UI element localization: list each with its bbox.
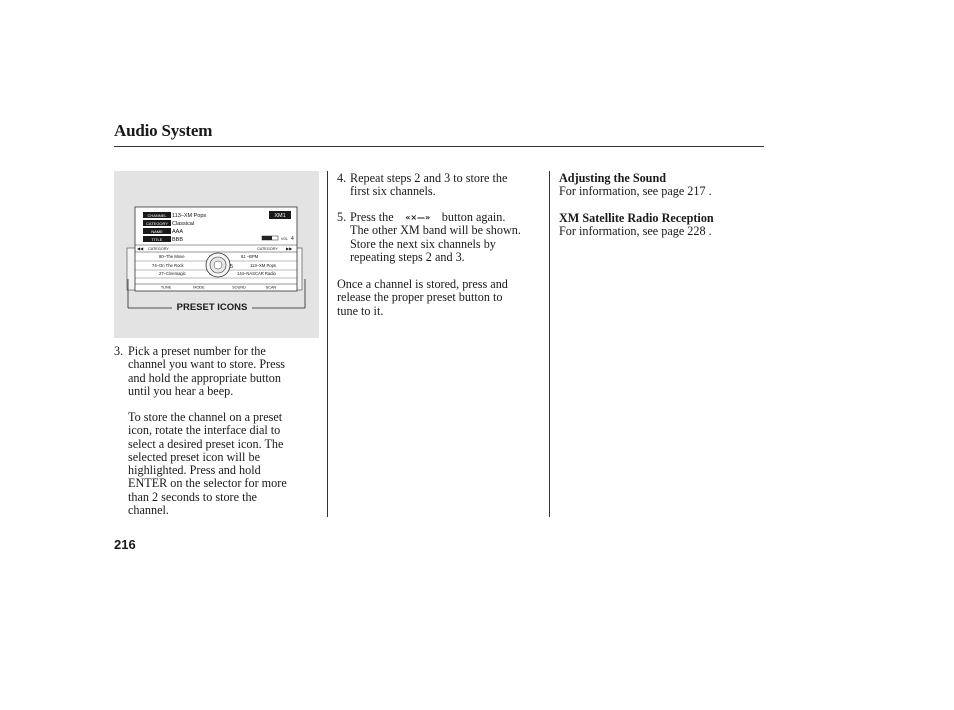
text-line: The other XM band will be shown.	[350, 223, 521, 238]
text-line: Store the next six channels by	[350, 236, 496, 251]
text-line: highlighted. Press and hold	[128, 463, 261, 478]
field-value-name: AAA	[172, 229, 184, 235]
step-number: 5.	[337, 210, 347, 224]
reference-section	[559, 172, 764, 238]
text-line: Once a channel is stored, press and	[337, 277, 508, 291]
stored-channel-note	[337, 278, 547, 318]
preset-instructions	[128, 411, 326, 517]
preset-number: 5	[230, 264, 234, 270]
text-line: first six channels.	[350, 184, 436, 199]
adjusting-sound-reference: For information, see page 217 .	[559, 184, 712, 199]
text-line: than 2 seconds to store the	[128, 489, 257, 504]
mode-button-label: MODE	[193, 285, 205, 290]
field-label: CHANNEL	[147, 213, 167, 218]
category-left-label: CATEGORY	[148, 247, 169, 251]
figure-caption: PRESET ICONS	[176, 302, 248, 313]
step-number: 4.	[337, 171, 347, 185]
field-label: NAME	[151, 229, 163, 234]
text-fragment: button again.	[441, 210, 506, 224]
volume-label: VOL	[281, 237, 289, 241]
text-line: repeating steps 2 and 3.	[350, 249, 465, 264]
text-line: Repeat steps 2 and 3 to store the	[350, 171, 508, 185]
category-right-label: CATEGORY	[257, 247, 278, 251]
preset-label: 113–XM Pops	[250, 263, 276, 268]
xm-band-button-icon: «×—»	[405, 213, 431, 222]
xm-reception-heading: XM Satellite Radio Reception	[559, 210, 714, 225]
field-label: CATEGORY	[145, 221, 169, 226]
enter-button-icon	[214, 261, 222, 269]
text-line: channel you want to store. Press	[128, 357, 286, 372]
step-5-text	[350, 211, 550, 264]
step-3-text	[128, 345, 285, 398]
preset-label: 27–Cinemagic	[159, 271, 186, 276]
category-left-icon: ◀◀	[137, 246, 144, 251]
scan-button-label: SCAN	[265, 285, 277, 290]
column-divider-1	[327, 171, 328, 517]
text-line: channel.	[128, 503, 169, 518]
preset-label: 144–NASCAR Radio	[237, 271, 276, 276]
section-title: Audio System	[114, 121, 213, 140]
text-line: icon, rotate the interface dial to	[128, 423, 281, 438]
adjusting-sound-heading: Adjusting the Sound	[559, 171, 667, 185]
field-label: TITLE	[151, 237, 163, 242]
page-number: 216	[114, 537, 136, 552]
band-label: XM1	[274, 213, 286, 219]
volume-fill	[262, 236, 272, 240]
text-line: and hold the appropriate button	[128, 370, 281, 385]
volume-value: 4	[291, 236, 294, 242]
radio-display-figure	[114, 171, 319, 338]
header-rule	[114, 146, 764, 147]
text-line: release the proper preset button to	[337, 290, 503, 305]
step-5-first-line	[350, 211, 550, 224]
category-right-icon: ▶▶	[286, 246, 293, 251]
text-line: ENTER on the selector for more	[128, 476, 287, 491]
field-value-channel: 113–XM Pops	[172, 213, 207, 219]
preset-label: 80–The Move	[159, 254, 185, 259]
preset-label: 81 –BPM	[241, 254, 259, 259]
text-line: tune to it.	[337, 303, 384, 318]
xm-reception-reference: For information, see page 228 .	[559, 223, 712, 238]
sound-button-label: SOUND	[232, 285, 246, 290]
field-value-title: BBB	[172, 237, 184, 243]
text-line: To store the channel on a preset	[128, 410, 283, 424]
text-line: until you hear a beep.	[128, 383, 234, 398]
field-value-category: Classical	[172, 221, 195, 227]
tune-button-label: TUNE	[160, 285, 172, 290]
preset-label: 74–On The Rock	[152, 263, 184, 268]
text-line: Pick a preset number for the	[128, 344, 266, 358]
step-number: 3.	[114, 344, 124, 358]
text-line: selected preset icon will be	[128, 449, 260, 464]
text-fragment: Press the	[350, 210, 394, 224]
text-line: select a desired preset icon. The	[128, 436, 284, 451]
step-4-text	[350, 172, 507, 199]
